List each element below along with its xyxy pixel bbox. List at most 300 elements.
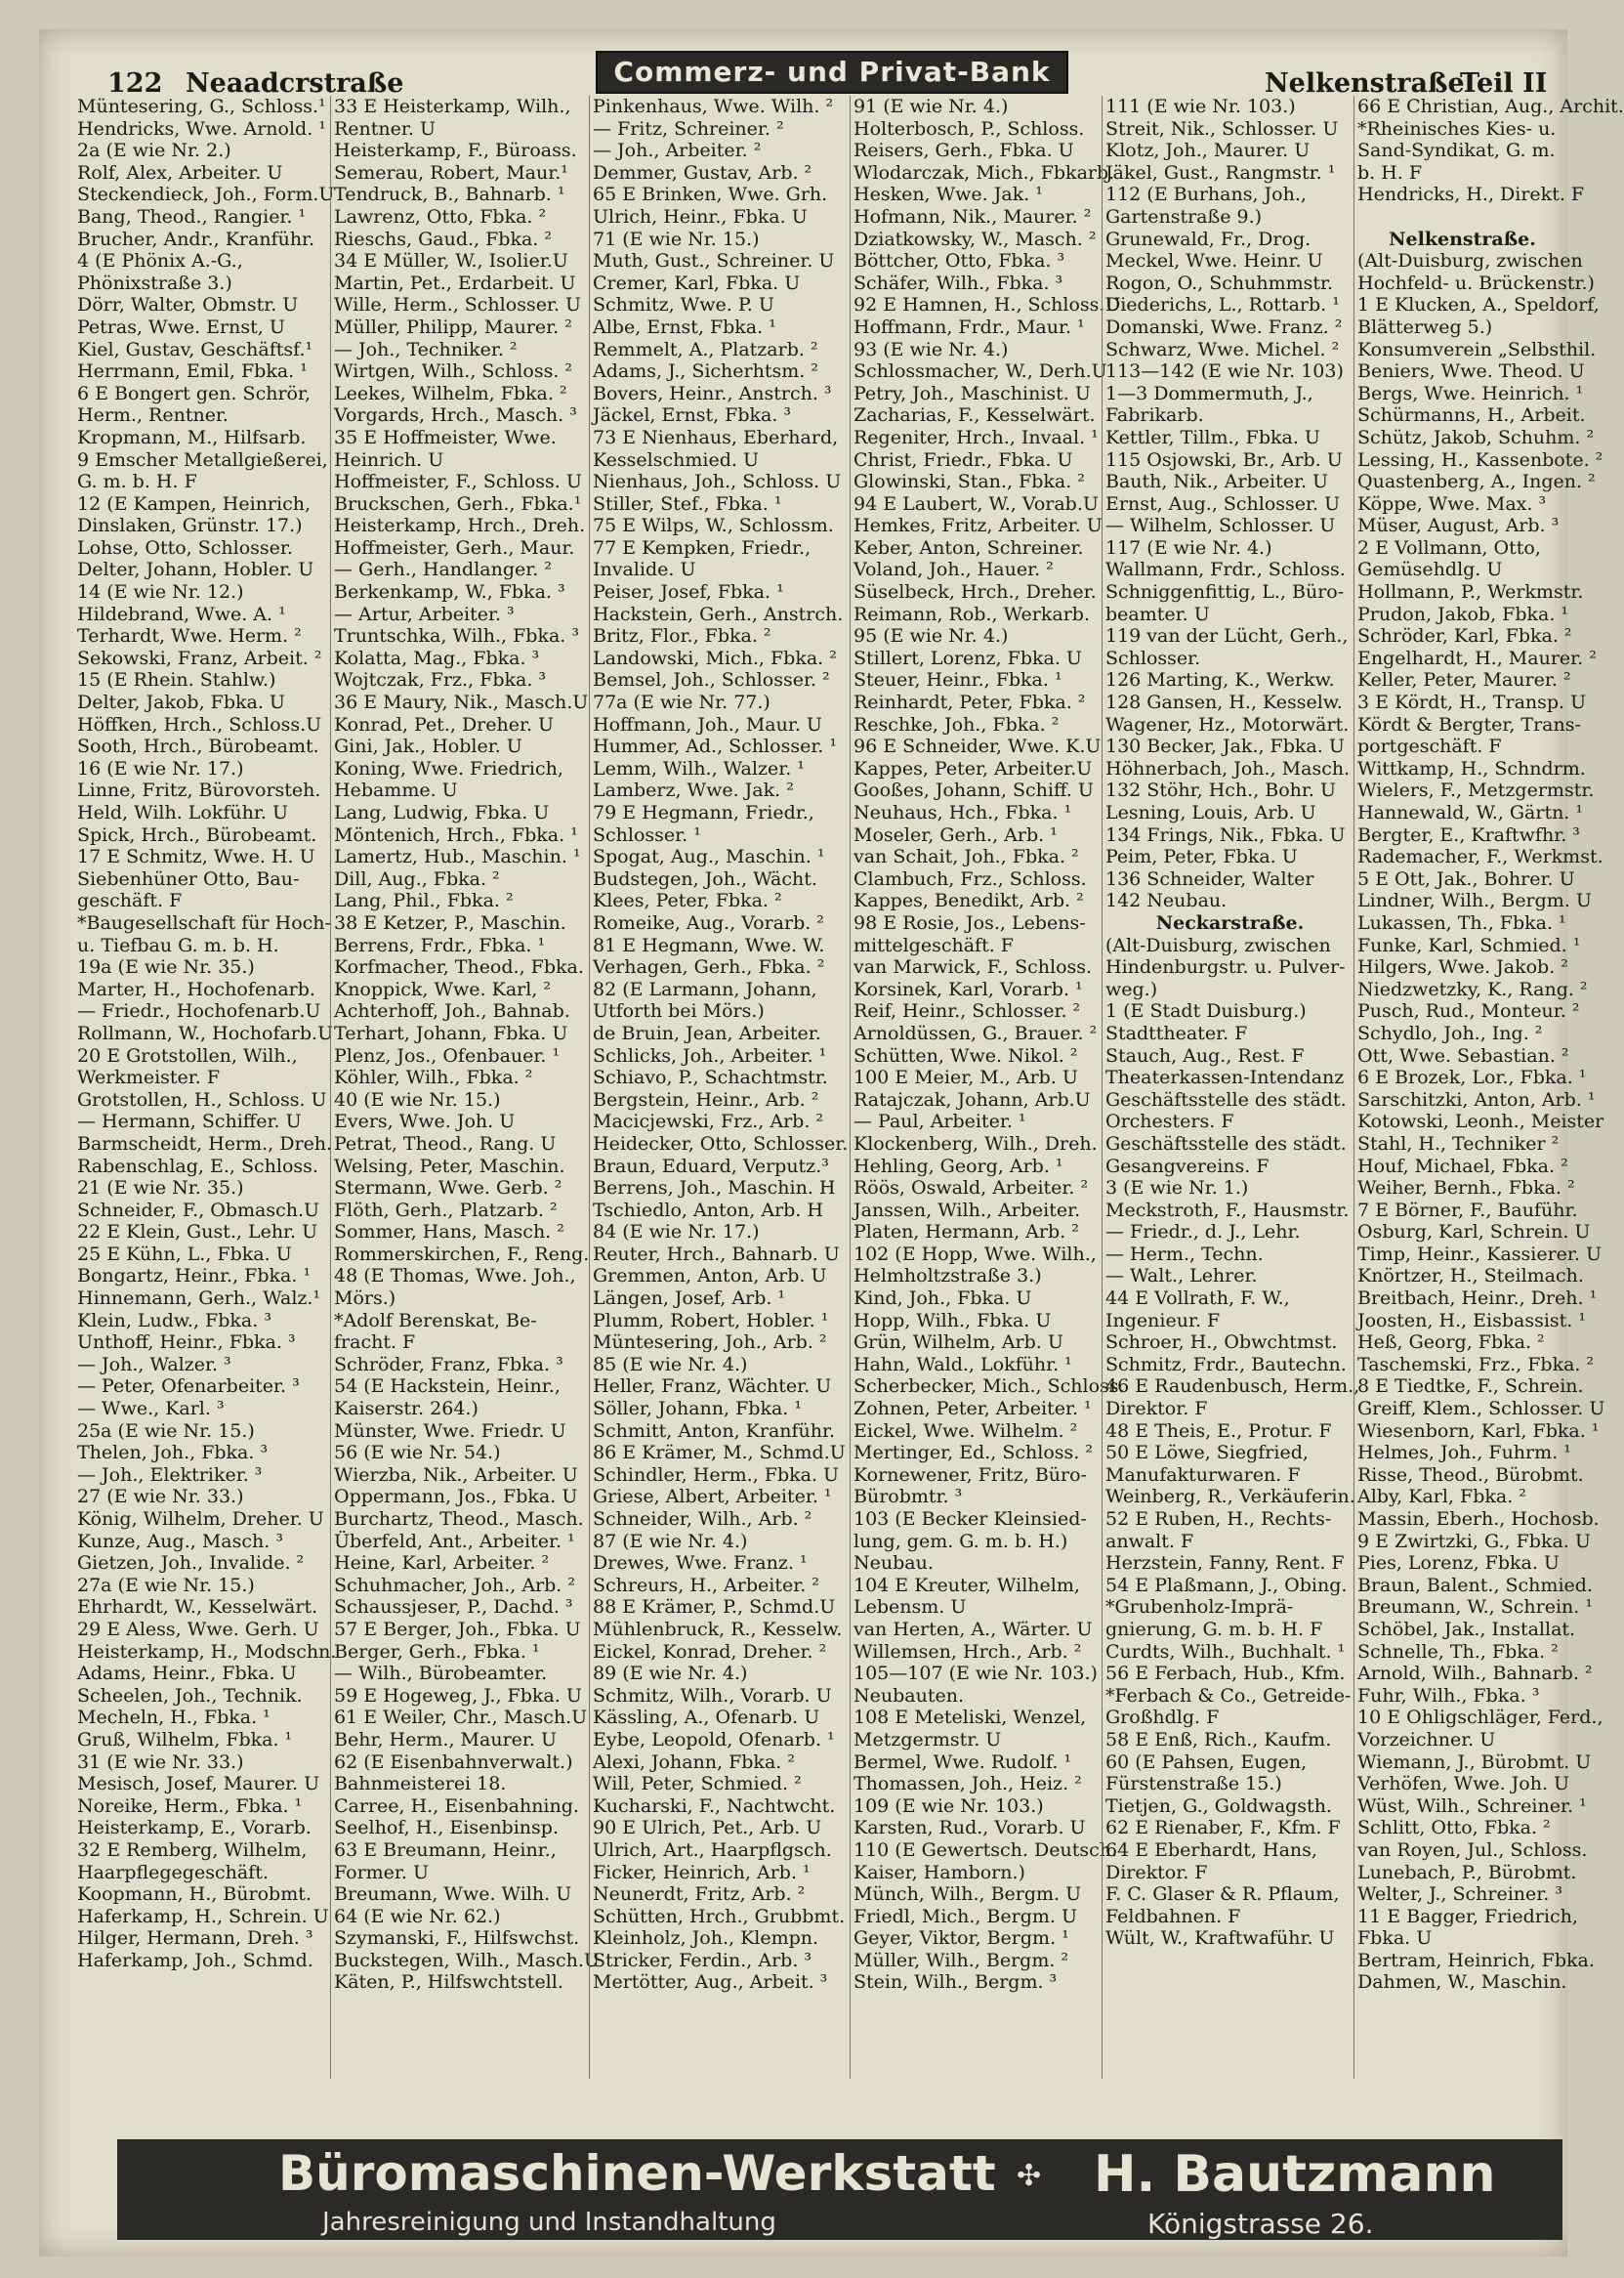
directory-entry: 134 Frings, Nik., Fbka. U [1105,823,1346,846]
directory-entry: Reisers, Gerh., Fbka. U [854,140,1074,162]
directory-entry: 91 (E wie Nr. 4.) [854,96,1009,117]
directory-entry: Schneider, F., Obmasch.U [77,1199,320,1221]
directory-entry: Ehrhardt, W., Kesselwärt. [77,1596,318,1619]
directory-entry: Fbka. U [1357,1927,1433,1950]
directory-entry: Quastenberg, A., Ingen. ² [1357,471,1596,493]
directory-entry: Stahl, H., Techniker ² [1357,1132,1560,1155]
directory-entry: Flöth, Gerh., Platzarb. ² [334,1199,558,1221]
directory-entry: Schroer, H., Obwchtmst. [1105,1331,1338,1354]
directory-entry: 27a (E wie Nr. 15.) [77,1574,255,1596]
directory-entry: 48 E Theis, E., Protur. F [1105,1419,1332,1442]
directory-entry: 112 (E Burhans, Joh., [1105,184,1307,206]
directory-entry: Adams, Heinr., Fbka. U [77,1663,297,1685]
directory-entry: Köhler, Wilh., Fbka. ² [334,1067,533,1089]
directory-entry: 2 E Vollmann, Otto, [1357,536,1541,559]
directory-entry: Steckendieck, Joh., Form.U [77,184,335,206]
directory-entry: Lamberz, Wwe. Jak. ² [593,780,794,802]
street-heading: Nelkenstraße. [1389,228,1536,250]
directory-entry: 7 E Börner, F., Bauführ. [1357,1199,1578,1221]
directory-entry: Weiher, Bernh., Fbka. ² [1357,1177,1575,1200]
directory-entry: Dahmen, W., Maschin. [1357,1971,1567,1994]
directory-entry: Reinhardt, Peter, Fbka. ² [854,692,1086,714]
directory-entry: Adams, J., Sicherhtsm. ² [593,360,818,383]
directory-entry: Hendricks, Wwe. Arnold. ¹ [77,117,326,140]
directory-entry: — Gerh., Handlanger. ² [334,559,552,581]
directory-entry: Lamertz, Hub., Maschin. ¹ [334,846,581,868]
directory-entry: Unthoff, Heinr., Fbka. ³ [77,1331,296,1354]
directory-entry: Dill, Aug., Fbka. ² [334,867,500,890]
directory-entry: Münster, Wwe. Friedr. U [334,1419,566,1442]
directory-entry: Carree, H., Eisenbahning. [334,1794,579,1817]
directory-entry: 57 E Berger, Joh., Fbka. U [334,1618,581,1640]
directory-entry: Kördt & Bergter, Trans- [1357,713,1581,736]
directory-entry: Schütz, Jakob, Schuhm. ² [1357,426,1595,448]
directory-entry: Budstegen, Joh., Wächt. [593,867,817,890]
directory-entry: 62 (E Eisenbahnverwalt.) [334,1751,573,1773]
directory-entry: Schlosser. ¹ [593,823,701,846]
directory-entry: van Schait, Joh., Fbka. ² [854,846,1079,868]
directory-entry: Schuhmacher, Joh., Arb. ² [334,1574,575,1596]
directory-entry: 9 Emscher Metallgießerei, [77,448,328,471]
directory-entry: Prudon, Jakob, Fbka. ¹ [1357,603,1569,625]
directory-entry: Höffken, Hrch., Schloss.U [77,713,322,736]
directory-entry: — Wwe., Karl. ³ [77,1398,225,1420]
directory-entry: Mörs.) [334,1287,396,1310]
directory-entry: Geyer, Viktor, Bergm. ¹ [854,1927,1069,1950]
directory-entry: 95 (E wie Nr. 4.) [854,625,1009,648]
directory-entry: Jäckel, Ernst, Fbka. ³ [593,404,792,427]
directory-column [1353,96,1624,2079]
directory-entry: Schlicks, Joh., Arbeiter. ¹ [593,1044,827,1067]
directory-entry: Eickel, Konrad, Dreher. ² [593,1640,827,1663]
directory-entry: Lunebach, P., Bürobmt. [1357,1861,1577,1883]
directory-entry: Wirtgen, Wilh., Schloss. ² [334,360,573,383]
directory-entry: Geschäftsstelle des städt. [1105,1132,1347,1155]
directory-entry: Hummer, Ad., Schlosser. ¹ [593,736,838,758]
directory-entry: Müntesering, Joh., Arb. ² [593,1331,827,1354]
directory-entry: — Joh., Walzer. ³ [77,1353,231,1375]
directory-entry: — Hermann, Schiffer. U [77,1111,302,1133]
street-heading: Neckarstraße. [1155,911,1305,934]
directory-entry: Seelhof, H., Eisenbinsp. [334,1817,559,1839]
directory-entry: 88 E Krämer, P., Schmd.U [593,1596,836,1619]
directory-entry: Wült, W., Kraftwaführ. U [1105,1927,1335,1950]
directory-entry: Klockenberg, Wilh., Dreh. [854,1132,1098,1155]
directory-entry: 142 Neubau. [1105,890,1228,912]
directory-entry: Bauth, Nik., Arbeiter. U [1105,471,1329,493]
directory-entry: Pusch, Rud., Monteur. ² [1357,1000,1580,1023]
directory-entry: Achterhoff, Joh., Bahnab. [334,1000,570,1023]
directory-entry: Demmer, Gustav, Arb. ² [593,161,812,184]
directory-entry: Kaiser, Hamborn.) [854,1861,1025,1883]
directory-entry: Pinkenhaus, Wwe. Wilh. ² [593,96,834,117]
directory-entry: Lohse, Otto, Schlosser. [77,536,293,559]
directory-entry: Schnelle, Th., Fbka. ² [1357,1640,1559,1663]
directory-entry: Heine, Karl, Arbeiter. ² [334,1552,550,1575]
directory-entry: 35 E Hoffmeister, Wwe. [334,426,557,448]
directory-entry: Herrmann, Emil, Fbka. ¹ [77,360,308,383]
directory-entry: beamter. U [1105,603,1210,625]
directory-entry: 82 (E Larmann, Johann, [593,978,817,1000]
directory-entry: 136 Schneider, Walter [1105,867,1314,890]
directory-entry: Heller, Franz, Wächter. U [593,1375,832,1398]
directory-entry: Hemkes, Fritz, Arbeiter. U [854,515,1103,537]
directory-entry: Kesselschmied. U [593,448,759,471]
directory-entry: Friedl, Mich., Bergm. U [854,1905,1077,1927]
directory-entry: portgeschäft. F [1357,736,1502,758]
directory-entry: 25 E Kühn, L., Fbka. U [77,1243,292,1265]
directory-entry: 6 E Bongert gen. Schrör, [77,382,312,404]
directory-entry: Kucharski, F., Nachtwcht. [593,1794,836,1817]
directory-entry: 64 (E wie Nr. 62.) [334,1905,501,1927]
directory-entry [1357,206,1567,229]
directory-entry: Taschemski, Frz., Fbka. ² [1357,1353,1595,1375]
advertisement-footer [117,2139,1562,2240]
directory-entry: Hoffmann, Frdr., Maur. ¹ [854,316,1085,338]
directory-entry: Hackstein, Gerh., Anstrch. [593,603,844,625]
directory-entry: 104 E Kreuter, Wilhelm, [854,1574,1080,1596]
directory-entry: Mühlenbruck, R., Kesselw. [593,1618,843,1640]
directory-entry: Lawrenz, Otto, Fbka. ² [334,205,547,228]
directory-entry: Bovers, Heinr., Anstrch. ³ [593,382,832,404]
directory-entry: Hesken, Wwe. Jak. ¹ [854,184,1043,206]
directory-entry: 40 (E wie Nr. 15.) [334,1088,501,1111]
directory-entry: 111 (E wie Nr. 103.) [1105,96,1296,117]
directory-entry: fracht. F [334,1331,416,1354]
directory-entry: 102 (E Hopp, Wwe. Wilh., [854,1243,1097,1265]
directory-entry: Ott, Wwe. Sebastian. ² [1357,1044,1569,1067]
directory-entry: Arnoldüssen, G., Brauer. ² [854,1022,1098,1044]
directory-entry: 56 E Ferbach, Hub., Kfm. [1105,1663,1346,1685]
directory-entry: Stadttheater. F [1105,1022,1248,1044]
directory-entry: Kolatta, Mag., Fbka. ³ [334,647,540,669]
directory-entry: Lindner, Wilh., Bergm. U [1357,890,1592,912]
directory-entry: Arnold, Wilh., Bahnarb. ² [1357,1663,1593,1685]
directory-entry: 14 (E wie Nr. 12.) [77,581,244,604]
directory-entry: — Herm., Techn. [1105,1243,1264,1265]
directory-entry: Barmscheidt, Herm., Dreh. [77,1132,333,1155]
directory-entry: Marter, H., Hochofenarb. [77,978,315,1000]
directory-entry: Schneider, Wilh., Arb. ² [593,1508,812,1530]
directory-entry: Gremmen, Anton, Arb. U [593,1265,827,1287]
ad-title: Büromaschinen-Werkstatt [278,2145,996,2202]
directory-entry: Lang, Phil., Fbka. ² [334,890,514,912]
directory-entry: Lebensm. U [854,1596,967,1619]
directory-entry: Welsing, Peter, Maschin. [334,1155,565,1177]
directory-entry: 4 (E Phönix A.-G., [77,250,243,273]
directory-entry: Timp, Heinr., Kassierer. U [1357,1243,1603,1265]
directory-entry: Streit, Nik., Schlosser. U [1105,117,1339,140]
directory-entry: Utforth bei Mörs.) [593,1000,765,1023]
directory-entry: 85 (E wie Nr. 4.) [593,1353,748,1375]
directory-entry: Manufakturwaren. F [1105,1463,1301,1486]
directory-entry: Macicjewski, Frz., Arb. ² [593,1111,824,1133]
ad-address: Königstrasse 26. [1147,2208,1374,2240]
directory-entry: 79 E Hegmann, Friedr., [593,802,814,823]
directory-entry: Koopmann, H., Bürobmt. [77,1883,312,1906]
directory-entry: Lemm, Wilh., Walzer. ¹ [593,757,805,780]
directory-entry: — Friedr., Hochofenarb.U [77,1000,321,1023]
directory-entry: Haferkamp, Joh., Schmd. [77,1949,313,1971]
directory-entry: Truntschka, Wilh., Fbka. ³ [334,625,579,648]
directory-entry: Wierzba, Nik., Arbeiter. U [334,1463,578,1486]
directory-entry: Moseler, Gerh., Arb. ¹ [854,823,1058,846]
directory-entry: Hopp, Wilh., Fbka. U [854,1309,1052,1331]
directory-entry: Greiff, Klem., Schlosser. U [1357,1398,1605,1420]
directory-entry: Münch, Wilh., Bergm. U [854,1883,1082,1906]
directory-entry: 29 E Aless, Wwe. Gerh. U [77,1618,319,1640]
directory-entry: Berrens, Frdr., Fbka. ¹ [334,934,546,956]
directory-entry: Semerau, Robert, Maur.¹ [334,161,568,184]
directory-entry: Eickel, Wwe. Wilhelm. ² [854,1419,1078,1442]
directory-entry: Hebamme. U [334,780,458,802]
part-label: Teil II [1460,68,1548,99]
directory-entry: Kettler, Tillm., Fbka. U [1105,426,1320,448]
directory-entry: Voland, Joh., Hauer. ² [854,559,1054,581]
directory-entry: Schmitz, Frdr., Bautechn. [1105,1353,1347,1375]
directory-entry: König, Wilhelm, Dreher. U [77,1508,324,1530]
directory-entry: 46 E Raudenbusch, Herm., [1105,1375,1360,1398]
directory-entry: Heisterkamp, E., Vorarb. [77,1817,312,1839]
directory-entry: geschäft. F [77,890,183,912]
directory-entry: Breumann, Wwe. Wilh. U [334,1883,572,1906]
directory-entry: Klein, Ludw., Fbka. ³ [77,1309,271,1331]
directory-entry: Reimann, Rob., Werkarb. [854,603,1090,625]
directory-entry: Geschäftsstelle des städt. [1105,1088,1347,1111]
directory-entry: Hilgers, Wwe. Jakob. ² [1357,956,1568,979]
directory-entry: — Joh., Arbeiter. ² [593,140,762,162]
directory-entry: Diederichs, L., Rottarb. ¹ [1105,294,1340,316]
directory-entry: Vorzeichner. U [1357,1728,1496,1751]
directory-entry: 34 E Müller, W., Isolier.U [334,250,568,273]
directory-entry: Held, Wilh. Lokführ. U [77,802,288,823]
directory-entry: Niedzwetzky, K., Rang. ² [1357,978,1588,1000]
directory-entry: Christ, Friedr., Fbka. U [854,448,1073,471]
directory-entry: Will, Peter, Schmied. ² [593,1773,802,1795]
directory-entry: Mertötter, Aug., Arbeit. ³ [593,1971,828,1994]
directory-entry: Bermel, Wwe. Rudolf. ¹ [854,1751,1072,1773]
directory-entry: Dörr, Walter, Obmstr. U [77,294,299,316]
directory-entry: Zacharias, F., Kesselwärt. [854,404,1096,427]
directory-entry: Glowinski, Stan., Fbka. ² [854,471,1085,493]
directory-entry: 105—107 (E wie Nr. 103.) [854,1663,1098,1685]
directory-entry: Heß, Georg, Fbka. ² [1357,1331,1545,1354]
directory-entry: Curdts, Wilh., Buchhalt. ¹ [1105,1640,1346,1663]
directory-entry: Petras, Wwe. Ernst, U [77,316,285,338]
directory-entry: 81 E Hegmann, Wwe. W. [593,934,825,956]
directory-entry: 5 E Ott, Jak., Bohrer. U [1357,867,1575,890]
directory-entry: Petrat, Theod., Rang. U [334,1132,557,1155]
directory-entry: Heinrich. U [334,448,444,471]
directory-entry: Berger, Gerh., Fbka. ¹ [334,1640,540,1663]
directory-entry: Oppermann, Jos., Fbka. U [334,1486,578,1508]
directory-entry: Osburg, Karl, Schrein. U [1357,1221,1591,1244]
directory-entry: 3 (E wie Nr. 1.) [1105,1177,1249,1200]
directory-entry: — Joh., Techniker. ² [334,338,518,360]
directory-entry: Stermann, Wwe. Gerb. ² [334,1177,562,1200]
directory-entry: Helmholtzstraße 3.) [854,1265,1042,1287]
directory-entry: 48 (E Thomas, Wwe. Joh., [334,1265,576,1287]
directory-entry: Scherbecker, Mich., Schloss. [854,1375,1125,1398]
directory-entry: Braun, Eduard, Verputz.³ [593,1155,829,1177]
directory-entry: Rollmann, W., Hochofarb.U [77,1022,334,1044]
directory-entry: Albe, Ernst, Fbka. ¹ [593,316,776,338]
directory-entry: 87 (E wie Nr. 4.) [593,1530,748,1552]
directory-entry: 84 (E wie Nr. 17.) [593,1221,760,1244]
directory-entry: F. C. Glaser & R. Pflaum, [1105,1883,1340,1906]
directory-entry: 38 E Ketzer, P., Maschin. [334,911,566,934]
directory-entry: Bergter, E., Kraftwfhr. ³ [1357,823,1580,846]
directory-entry: Rogon, O., Schuhmmstr. [1105,272,1334,294]
directory-entry: Wille, Herm., Schlosser. U [334,294,582,316]
directory-entry: weg.) [1105,978,1158,1000]
directory-entry: Hinnemann, Gerh., Walz.¹ [77,1287,321,1310]
directory-entry: Petry, Joh., Maschinist. U [854,382,1091,404]
directory-entry: Neunerdt, Fritz, Arb. ² [593,1883,806,1906]
directory-entry: 2a (E wie Nr. 2.) [77,140,231,162]
directory-entry: — Wilh., Bürobeamter. [334,1663,548,1685]
directory-entry: (Alt-Duisburg, zwischen [1357,250,1583,273]
directory-entry: Schütten, Hrch., Grubbmt. [593,1905,846,1927]
directory-entry: Böttcher, Otto, Fbka. ³ [854,250,1065,273]
directory-entry: Holterbosch, P., Schloss. [854,117,1085,140]
directory-entry: Vorgards, Hrch., Masch. ³ [334,404,577,427]
directory-entry: Röös, Oswald, Arbeiter. ² [854,1177,1089,1200]
directory-entry: Bertram, Heinrich, Fbka. [1357,1949,1595,1971]
directory-column [330,96,600,2079]
directory-entry: 36 E Maury, Nik., Masch.U [334,692,589,714]
directory-entry: Schäfer, Wilh., Fbka. ³ [854,272,1063,294]
directory-entry: Herzstein, Fanny, Rent. F [1105,1552,1345,1575]
directory-entry: Blätterweg 5.) [1357,316,1493,338]
directory-entry: 92 E Hamnen, H., Schloss.U [854,294,1121,316]
directory-entry: Gooßes, Johann, Schiff. U [854,780,1094,802]
directory-entry: Buckstegen, Wilh., Masch.U [334,1949,600,1971]
directory-entry: Bang, Theod., Rangier. ¹ [77,205,307,228]
directory-entry: Rademacher, F., Werkmst. [1357,846,1603,868]
directory-entry: Keber, Anton, Schreiner. [854,536,1084,559]
bank-banner: Commerz- und Privat-Bank [596,51,1068,94]
directory-entry: Müller, Wilh., Bergm. ² [854,1949,1069,1971]
directory-entry: Direktor. F [1105,1398,1208,1420]
directory-entry: Hilger, Hermann, Dreh. ³ [77,1927,313,1950]
directory-entry: Schindler, Herm., Fbka. U [593,1463,840,1486]
directory-entry: Willemsen, Hrch., Arb. ² [854,1640,1082,1663]
directory-entry: 59 E Hogeweg, J., Fbka. U [334,1684,582,1707]
directory-entry: Plumm, Robert, Hobler. ¹ [593,1309,829,1331]
directory-entry: 54 (E Hackstein, Heinr., [334,1375,561,1398]
directory-entry: 16 (E wie Nr. 17.) [77,757,244,780]
directory-entry: Orchesters. F [1105,1111,1234,1133]
directory-entry: 17 E Schmitz, Wwe. H. U [77,846,315,868]
directory-entry: Kleinholz, Joh., Klempn. [593,1927,819,1950]
directory-entry: Höhnerbach, Joh., Masch. [1105,757,1351,780]
ad-company: H. Bautzmann [1094,2145,1496,2204]
directory-entry: van Marwick, F., Schloss. [854,956,1093,979]
directory-entry: Ulrich, Art., Haarpflgsch. [593,1838,832,1861]
directory-entry: Gruß, Wilhelm, Fbka. ¹ [77,1728,293,1751]
directory-entry: Delter, Johann, Hobler. U [77,559,314,581]
directory-entry: Überfeld, Ant., Arbeiter. ¹ [334,1530,575,1552]
directory-entry: van Royen, Jul., Schloss. [1357,1838,1588,1861]
directory-entry: Wallmann, Frdr., Schloss. [1105,559,1346,581]
directory-entry: Schröder, Franz, Fbka. ³ [334,1353,563,1375]
directory-entry: 20 E Grotstollen, Wilh., [77,1044,298,1067]
directory-entry: Former. U [334,1861,430,1883]
directory-entry: Wittkamp, H., Schndrm. [1357,757,1586,780]
directory-entry: Welter, J., Schreiner. ³ [1357,1883,1562,1906]
directory-entry: Hehling, Georg, Arb. ¹ [854,1155,1063,1177]
directory-entry: Landowski, Mich., Fbka. ² [593,647,837,669]
directory-entry: Nienhaus, Joh., Schloss. U [593,471,842,493]
directory-entry: Gietzen, Joh., Invalide. ² [77,1552,305,1575]
directory-entry: Tendruck, B., Bahnarb. ¹ [334,184,565,206]
directory-entry: Delter, Jakob, Fbka. U [77,692,285,714]
directory-entry: Beniers, Wwe. Theod. U [1357,360,1585,383]
directory-entry: Meckstroth, F., Hausmstr. [1105,1199,1350,1221]
directory-entry: Spick, Hrch., Bürobeamt. [77,823,317,846]
directory-entry: Korfmacher, Theod., Fbka. [334,956,584,979]
directory-entry: Kunze, Aug., Masch. ³ [77,1530,283,1552]
directory-entry: — Walt., Lehrer. [1105,1265,1258,1287]
directory-entry: 77 E Kempken, Friedr., [593,536,812,559]
directory-entry: Knörtzer, H., Steilmach. [1357,1265,1584,1287]
directory-entry: Kappes, Benedikt, Arb. ² [854,890,1084,912]
directory-entry: Tschiedlo, Anton, Arb. H [593,1199,823,1221]
directory-entry: 50 E Löwe, Siegfried, [1105,1442,1309,1464]
directory-entry: Terhardt, Wwe. Herm. ² [77,625,302,648]
directory-entry: Schlosser. [1105,647,1201,669]
directory-entry: Bergstein, Heinr., Arb. ² [593,1088,819,1111]
directory-entry: Hahn, Wald., Lokführ. ¹ [854,1353,1072,1375]
directory-entry: Alby, Karl, Fbka. ² [1357,1486,1526,1508]
directory-entry: Burchartz, Theod., Masch. [334,1508,584,1530]
directory-entry: Spogat, Aug., Maschin. ¹ [593,846,825,868]
directory-entry: Breumann, W., Schrein. ¹ [1357,1596,1593,1619]
directory-entry: 60 (E Pahsen, Eugen, [1105,1751,1308,1773]
directory-entry: 62 E Rienaber, F., Kfm. F [1105,1817,1341,1839]
directory-entry: 32 E Remberg, Wilhelm, [77,1838,308,1861]
directory-entry: Weinberg, R., Verkäuferin. [1105,1486,1355,1508]
directory-entry: Grün, Wilhelm, Arb. U [854,1331,1063,1354]
directory-entry: *Grubenholz-Imprä- [1105,1596,1294,1619]
directory-entry: Hildebrand, Wwe. A. ¹ [77,603,286,625]
directory-entry: Hollmann, P., Werkmstr. [1357,581,1584,604]
directory-entry: Plenz, Jos., Ofenbauer. ¹ [334,1044,561,1067]
directory-entry: 128 Gansen, H., Kesselw. [1105,692,1343,714]
directory-entry: van Herten, A., Wärter. U [854,1618,1093,1640]
directory-entry: Schlitt, Otto, Fbka. ² [1357,1817,1551,1839]
directory-entry: Schiavo, P., Schachtmstr. [593,1067,828,1089]
directory-column [850,96,1125,2079]
directory-entry: 126 Marting, K., Werkw. [1105,669,1335,692]
directory-entry: Steuer, Heinr., Fbka. ¹ [854,669,1062,692]
directory-entry: Risse, Theod., Bürobmt. [1357,1463,1584,1486]
directory-entry: 119 van der Lücht, Gerh., [1105,625,1349,648]
directory-entry: Herm., Rentner. [77,404,229,427]
directory-entry: 25a (E wie Nr. 15.) [77,1419,255,1442]
directory-entry: 63 E Breumann, Heinr., [334,1838,557,1861]
directory-entry: Peim, Peter, Fbka. U [1105,846,1298,868]
directory-entry: 115 Osjowski, Br., Arb. U [1105,448,1343,471]
directory-entry: 15 (E Rhein. Stahlw.) [77,669,276,692]
directory-entry: Regeniter, Hrch., Invaal. ¹ [854,426,1099,448]
directory-columns [74,96,1624,2088]
directory-entry: — Friedr., d. J., Lehr. [1105,1221,1301,1244]
directory-entry: Behr, Herm., Maurer. U [334,1728,557,1751]
directory-entry: Funke, Karl, Schmied. ¹ [1357,934,1581,956]
directory-entry: Kropmann, M., Hilfsarb. [77,426,307,448]
